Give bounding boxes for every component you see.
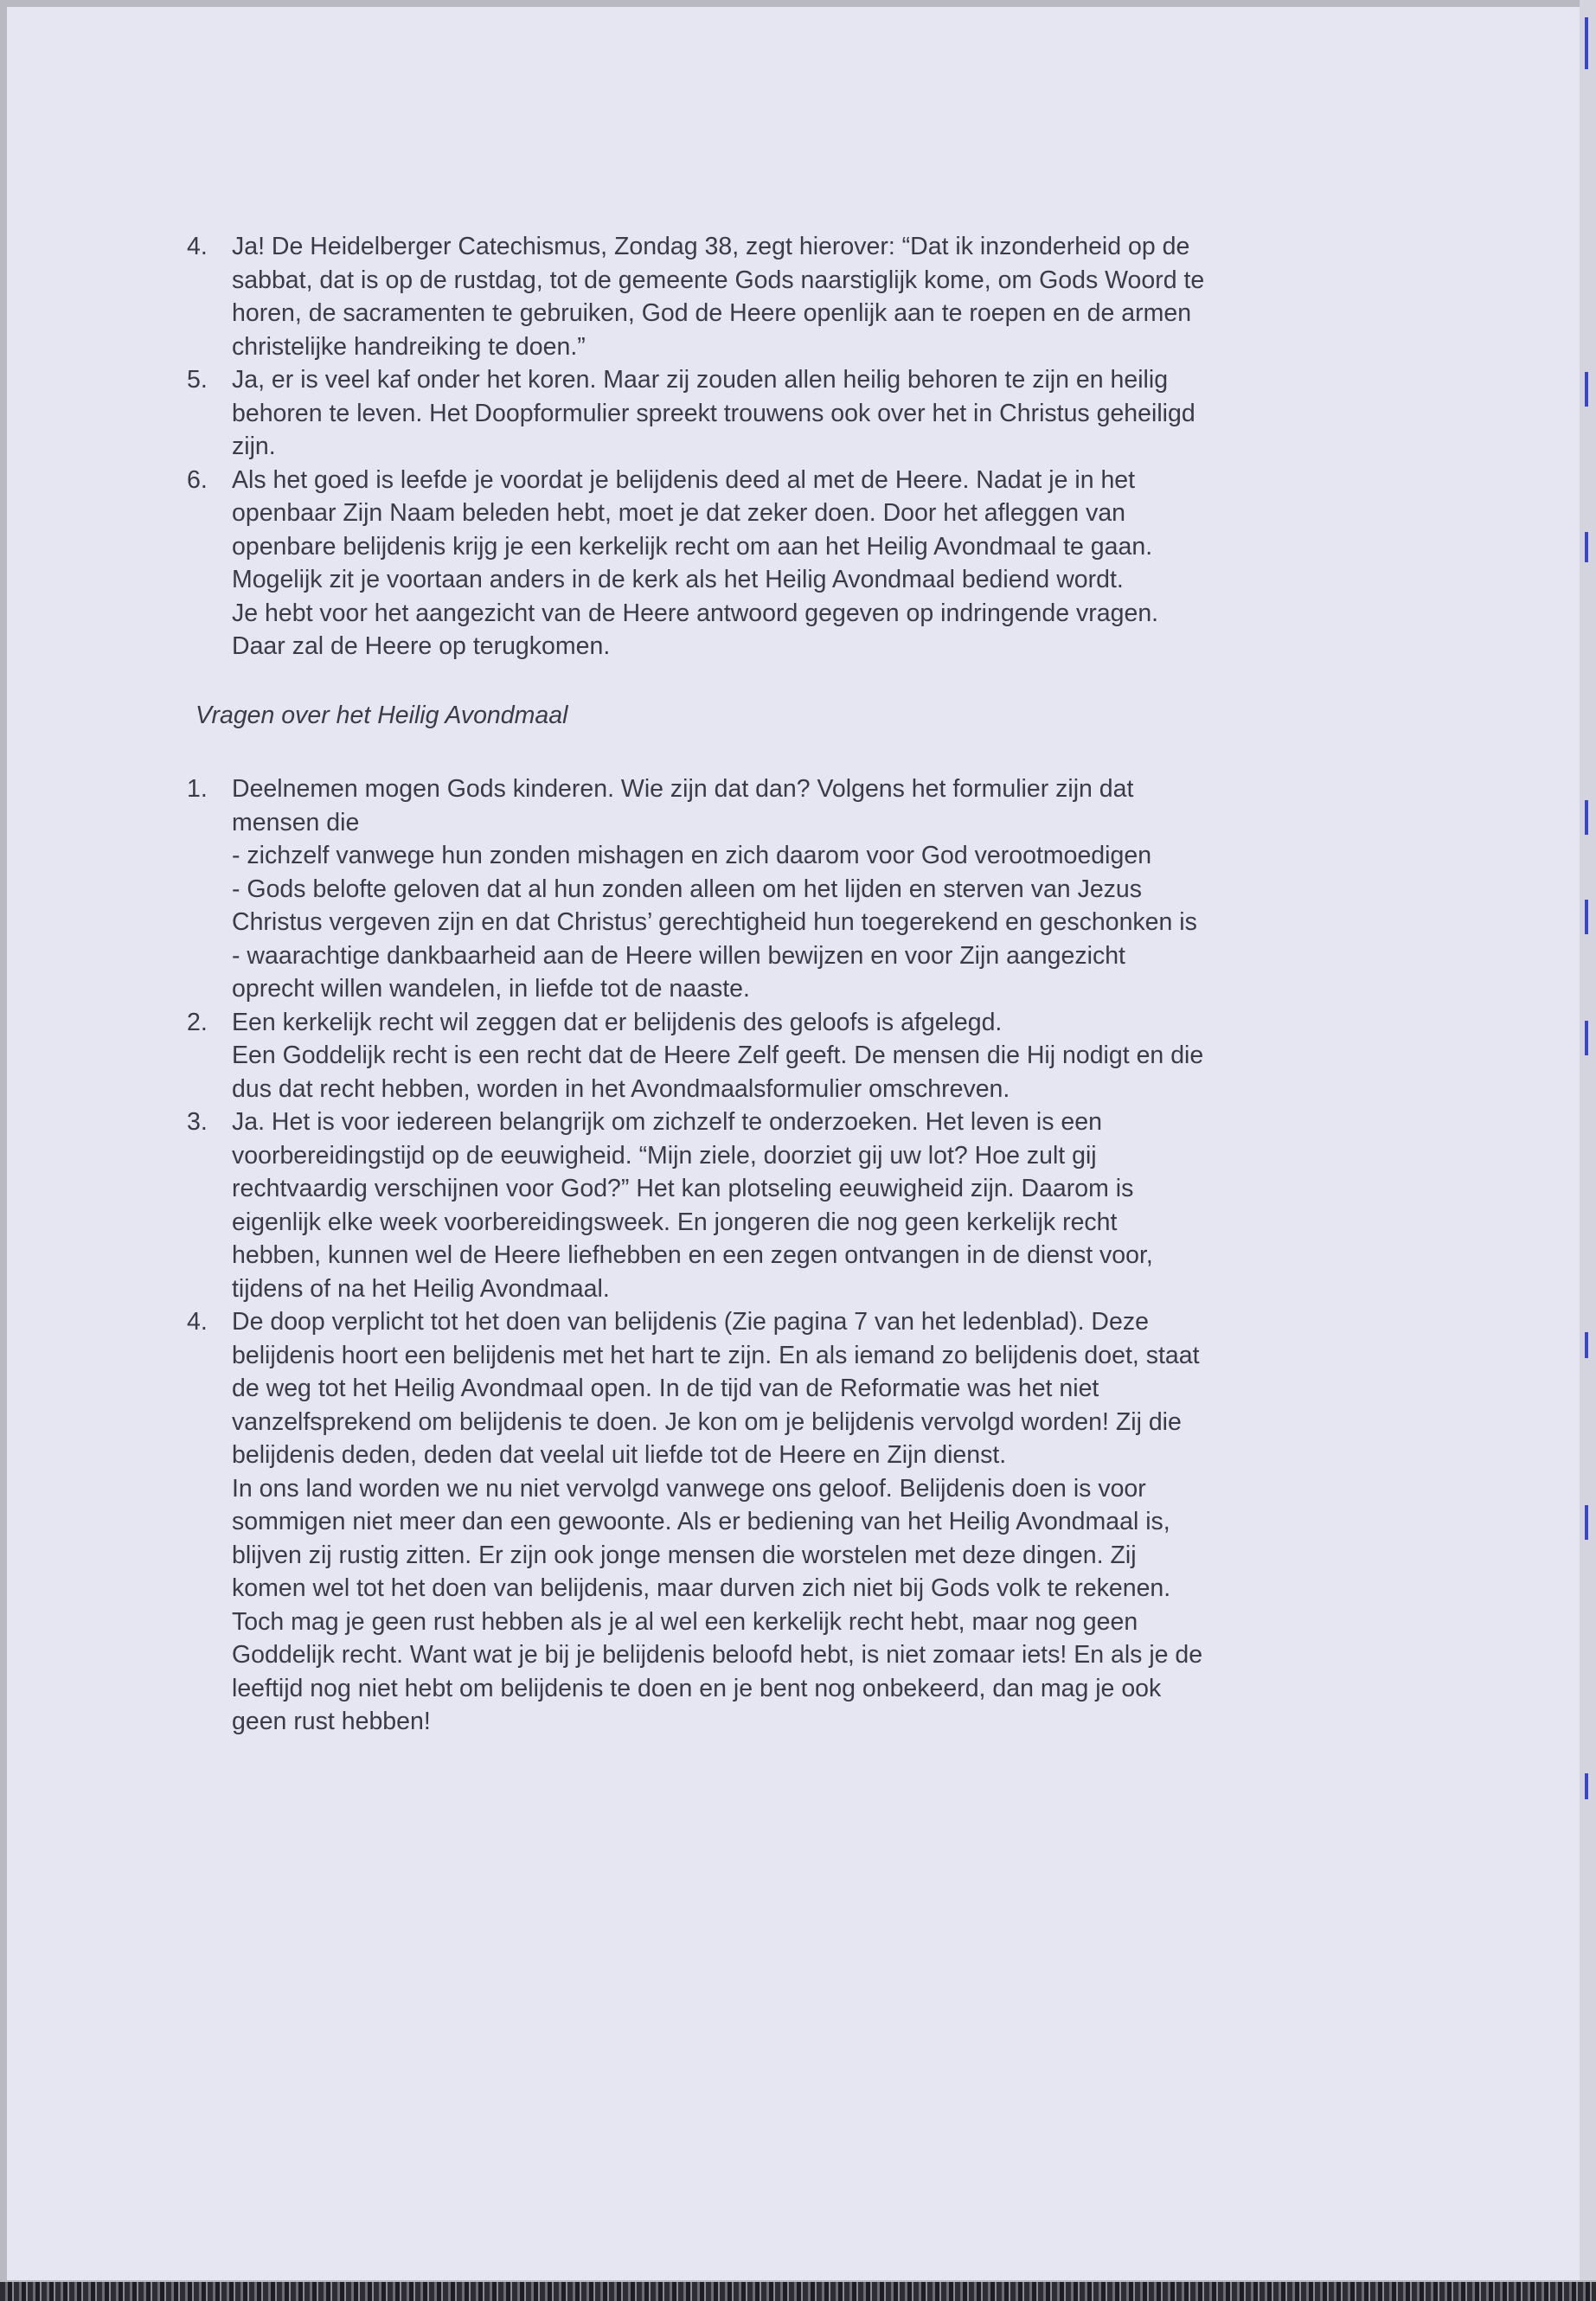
document-page bbox=[7, 7, 1580, 2280]
item-text: Ja! De Heidelberger Catechismus, Zondag 38, zegt hierover: “Dat ik inzonderheid op de sabbat, dat is op de rustdag, tot de gemeente Gods naarstiglijk kome, om Gods Woord te horen, de sacramenten te gebruiken, God de Heere openlijk aan te roepen en de armen christelijke handreiking te doen.” bbox=[232, 233, 1205, 361]
page-content bbox=[187, 230, 1398, 1739]
edge-mark bbox=[1585, 372, 1588, 407]
list-item bbox=[187, 363, 1398, 464]
edge-mark bbox=[1585, 1773, 1588, 1799]
item-text: De doop verplicht tot het doen van belijdenis (Zie pagina 7 van het ledenblad). Deze belijdenis hoort een belijdenis met het hart te zijn. En als iemand zo belijdenis doet, staat de weg tot het Heilig Avondmaal open. In de tijd van de Reformatie was het niet vanzelfsprekend om belijdenis te doen. Je kon om je belijdenis vervolgd worden! Zij die belijdenis deden, deden dat veelal uit liefde tot de Heere en Zijn dienst. In ons land worden we nu niet vervolgd vanwege ons geloof. Belijdenis doen is voor sommigen niet meer dan een gewoonte. Als er bediening van het Heilig Avondmaal is, blijven zij rustig zitten. Er zijn ook jonge mensen die worstelen met deze dingen. Zij komen wel tot het doen van belijdenis, maar durven zich niet bij Gods volk te rekenen. Toch mag je geen rust hebben als je al wel een kerkelijk recht hebt, maar nog geen Goddelijk recht. Want wat je bij je belijdenis beloofd hebt, is niet zomaar iets! En als je de leeftijd nog niet hebt om belijdenis te doen en je bent nog onbekeerd, dan mag je ook geen rust hebben! bbox=[232, 1308, 1203, 1735]
section-heading: Vragen over het Heilig Avondmaal bbox=[195, 701, 568, 729]
item-number: 6. bbox=[187, 465, 208, 494]
scan-bottom-edge bbox=[0, 2282, 1596, 2301]
list-item bbox=[187, 1006, 1398, 1106]
item-text: Als het goed is leefde je voordat je belijdenis deed al met de Heere. Nadat je in het openbaar Zijn Naam beleden hebt, moet je dat zeker doen. Door het afleggen van openbare belijdenis krijg je een kerkelijk recht om aan het Heilig Avondmaal te gaan. Mogelijk zit je voortaan anders in de kerk als het Heilig Avondmaal bediend wordt. Je hebt voor het aangezicht van de Heere antwoord gegeven op indringende vragen. Daar zal de Heere op terugkomen. bbox=[232, 465, 1159, 660]
edge-mark bbox=[1585, 900, 1588, 934]
adjacent-page-edge bbox=[1580, 0, 1596, 2280]
list-item bbox=[187, 230, 1398, 363]
edge-mark bbox=[1585, 1021, 1588, 1055]
item-text: Ja. Het is voor iedereen belangrijk om zichzelf te onderzoeken. Het leven is een voorbereidingstijd op de eeuwigheid. “Mijn ziele, doorziet gij uw lot? Hoe zult gij rechtvaardig verschijnen voor God?” Het kan plotseling eeuwigheid zijn. Daarom is eigenlijk elke week voorbereidingsweek. En jongeren die nog geen kerkelijk recht hebben, kunnen wel de Heere liefhebben en een zegen ontvangen in de dienst voor, tijdens of na het Heilig Avondmaal. bbox=[232, 1108, 1153, 1303]
item-number: 4. bbox=[187, 1308, 208, 1336]
item-number: 3. bbox=[187, 1108, 208, 1136]
edge-mark bbox=[1585, 1505, 1588, 1540]
edge-mark bbox=[1585, 1332, 1588, 1358]
item-number: 5. bbox=[187, 366, 208, 394]
item-number: 1. bbox=[187, 775, 208, 803]
item-number: 4. bbox=[187, 233, 208, 260]
answers-list-1 bbox=[187, 230, 1398, 663]
item-text: Een kerkelijk recht wil zeggen dat er belijdenis des geloofs is afgelegd. Een Goddelijk recht is een recht dat de Heere Zelf geeft. De mensen die Hij nodigt en die dus dat recht hebben, worden in het Avondmaalsformulier omschreven. bbox=[232, 1008, 1204, 1103]
item-text: Ja, er is veel kaf onder het koren. Maar zij zouden allen heilig behoren te zijn en heilig behoren te leven. Het Doopformulier spreekt trouwens ook over het in Christus geheiligd zijn. bbox=[232, 366, 1195, 460]
list-item bbox=[187, 1106, 1398, 1305]
item-text: Deelnemen mogen Gods kinderen. Wie zijn dat dan? Volgens het formulier zijn dat mensen die - zichzelf vanwege hun zonden mishagen en zich daarom voor God verootmoedigen - Gods belofte geloven dat al hun zonden alleen om het lijden en sterven van Jezus Christus vergeven zijn en dat Christus’ gerechtigheid hun toegerekend en geschonken is - waarachtige dankbaarheid aan de Heere willen bewijzen en voor Zijn aangezicht oprecht willen wandelen, in liefde tot de naaste. bbox=[232, 775, 1197, 1003]
edge-mark bbox=[1585, 800, 1588, 835]
list-item bbox=[187, 1305, 1398, 1739]
list-item bbox=[187, 772, 1398, 1006]
edge-mark bbox=[1585, 532, 1588, 562]
list-item bbox=[187, 464, 1398, 663]
item-number: 2. bbox=[187, 1008, 208, 1036]
answers-list-2 bbox=[187, 772, 1398, 1739]
edge-mark bbox=[1585, 17, 1588, 69]
